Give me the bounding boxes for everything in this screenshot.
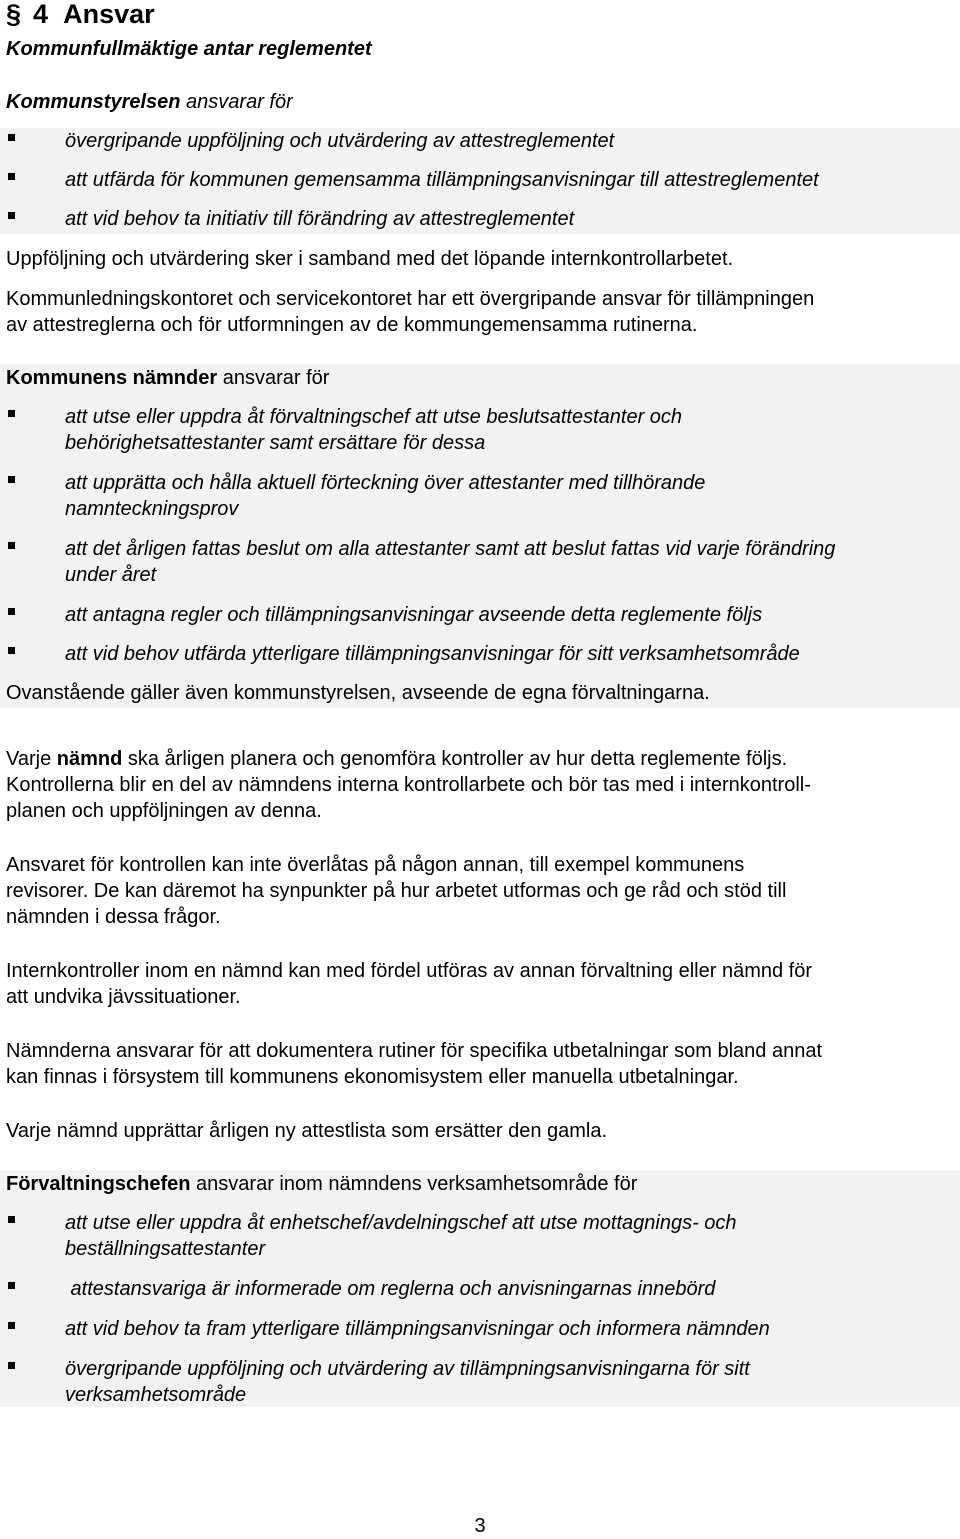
page-number: 3 (474, 1515, 486, 1537)
paragraph-1-line1 (6, 746, 787, 772)
paragraph-1-line3: planen och uppföljningen av denna. (6, 800, 322, 822)
paragraph-4-line2: kan finnas i försystem till kommunens ekonomisystem eller manuella utbetalningar. (6, 1066, 739, 1088)
forvaltningschefen-lead-rest: ansvarar inom nämndens verksamhetsområde för (190, 1173, 638, 1195)
paragraph-5: Varje nämnd upprättar årligen ny attestlista som ersätter den gamla. (6, 1120, 608, 1142)
bullet-icon (8, 476, 15, 483)
section-number: 4 (33, 0, 49, 29)
list-item: övergripande uppföljning och utvärdering av tillämpningsanvisningarna för sitt (65, 1358, 750, 1380)
forvaltningschefen-lead (6, 1171, 637, 1197)
bullet-icon (8, 1282, 15, 1289)
paragraph-1-line2: Kontrollerna blir en del av nämndens interna kontrollarbete och bör tas med i internkontroll- (6, 774, 811, 796)
p1-text-b: ska årligen planera och genomföra kontroller av hur detta reglemente följs. (122, 748, 788, 770)
bullet-icon (8, 1362, 15, 1369)
namnder-lead-rest: ansvarar för (217, 367, 330, 389)
paragraph-2-line3: nämnden i dessa frågor. (6, 906, 221, 928)
list-item-continuation: verksamhetsområde (65, 1384, 247, 1406)
paragraph-2-line1: Ansvaret för kontrollen kan inte överlåtas på någon annan, till exempel kommunens (6, 854, 745, 876)
bullet-icon (8, 542, 15, 549)
office-text-line2: av attestreglerna och för utformningen av de kommungemensamma rutinerna. (6, 314, 698, 336)
paragraph-3-line1: Internkontroller inom en nämnd kan med fördel utföras av annan förvaltning eller nämnd för (6, 960, 813, 982)
bullet-icon (8, 134, 15, 141)
bullet-icon (8, 1216, 15, 1223)
intro-line (6, 36, 372, 62)
forvaltningschefen-lead-bold: Förvaltningschefen (6, 1173, 191, 1195)
namnder-lead (6, 365, 329, 391)
section-heading (6, 0, 155, 34)
followup-text: Uppföljning och utvärdering sker i samband med det löpande internkontrollarbetet. (6, 248, 734, 270)
list-item: att vid behov ta fram ytterligare tillämpningsanvisningar och informera nämnden (65, 1318, 770, 1340)
kommunstyrelsen-lead (6, 89, 293, 115)
section-symbol: § (6, 0, 22, 29)
paragraph-3-line2: att undvika jävssituationer. (6, 986, 241, 1008)
bullet-icon (8, 647, 15, 654)
list-item: att utse eller uppdra åt enhetschef/avdelningschef att utse mottagnings- och (65, 1212, 737, 1234)
bullet-icon (8, 410, 15, 417)
list-item: att vid behov utfärda ytterligare tillämpningsanvisningar för sitt verksamhetsområde (65, 643, 800, 665)
kommunstyrelsen-lead-bold: Kommunstyrelsen (6, 91, 181, 113)
list-item: att upprätta och hålla aktuell förteckning över attestanter med tillhörande (65, 472, 706, 494)
list-item: att utse eller uppdra åt förvaltningschef att utse beslutsattestanter och (65, 406, 683, 428)
namnder-closing: Ovanstående gäller även kommunstyrelsen, avseende de egna förvaltningarna. (6, 682, 710, 704)
list-item: att antagna regler och tillämpningsanvisningar avseende detta reglemente följs (65, 604, 763, 626)
p1-text-a: Varje (6, 748, 57, 770)
office-text-line1: Kommunledningskontoret och servicekontoret har ett övergripande ansvar för tillämpningen (6, 288, 815, 310)
list-item-continuation: namnteckningsprov (65, 498, 239, 520)
kommunstyrelsen-lead-rest: ansvarar för (180, 91, 293, 113)
intro-text: Kommunfullmäktige antar reglementet (6, 38, 372, 60)
list-item: attestansvariga är informerade om reglerna och anvisningarnas innebörd (65, 1278, 716, 1300)
list-item-continuation: behörighetsattestanter samt ersättare för dessa (65, 432, 486, 454)
list-item: övergripande uppföljning och utvärdering av attestreglementet (65, 130, 615, 152)
bullet-icon (8, 212, 15, 219)
list-item: att det årligen fattas beslut om alla attestanter samt att beslut fattas vid varje förändring (65, 538, 836, 560)
list-item-continuation: beställningsattestanter (65, 1238, 266, 1260)
list-item-continuation: under året (65, 564, 157, 586)
bullet-icon (8, 1322, 15, 1329)
namnder-lead-bold: Kommunens nämnder (6, 367, 218, 389)
paragraph-2-line2: revisorer. De kan däremot ha synpunkter på hur arbetet utformas och ge råd och stöd till (6, 880, 787, 902)
p1-bold: nämnd (56, 748, 123, 770)
paragraph-4-line1: Nämnderna ansvarar för att dokumentera rutiner för specifika utbetalningar som bland annat (6, 1040, 823, 1062)
list-item: att utfärda för kommunen gemensamma tillämpningsanvisningar till attestreglementet (65, 169, 819, 191)
list-item: att vid behov ta initiativ till förändring av attestreglementet (65, 208, 575, 230)
bullet-icon (8, 173, 15, 180)
section-title: Ansvar (63, 0, 155, 29)
bullet-icon (8, 608, 15, 615)
